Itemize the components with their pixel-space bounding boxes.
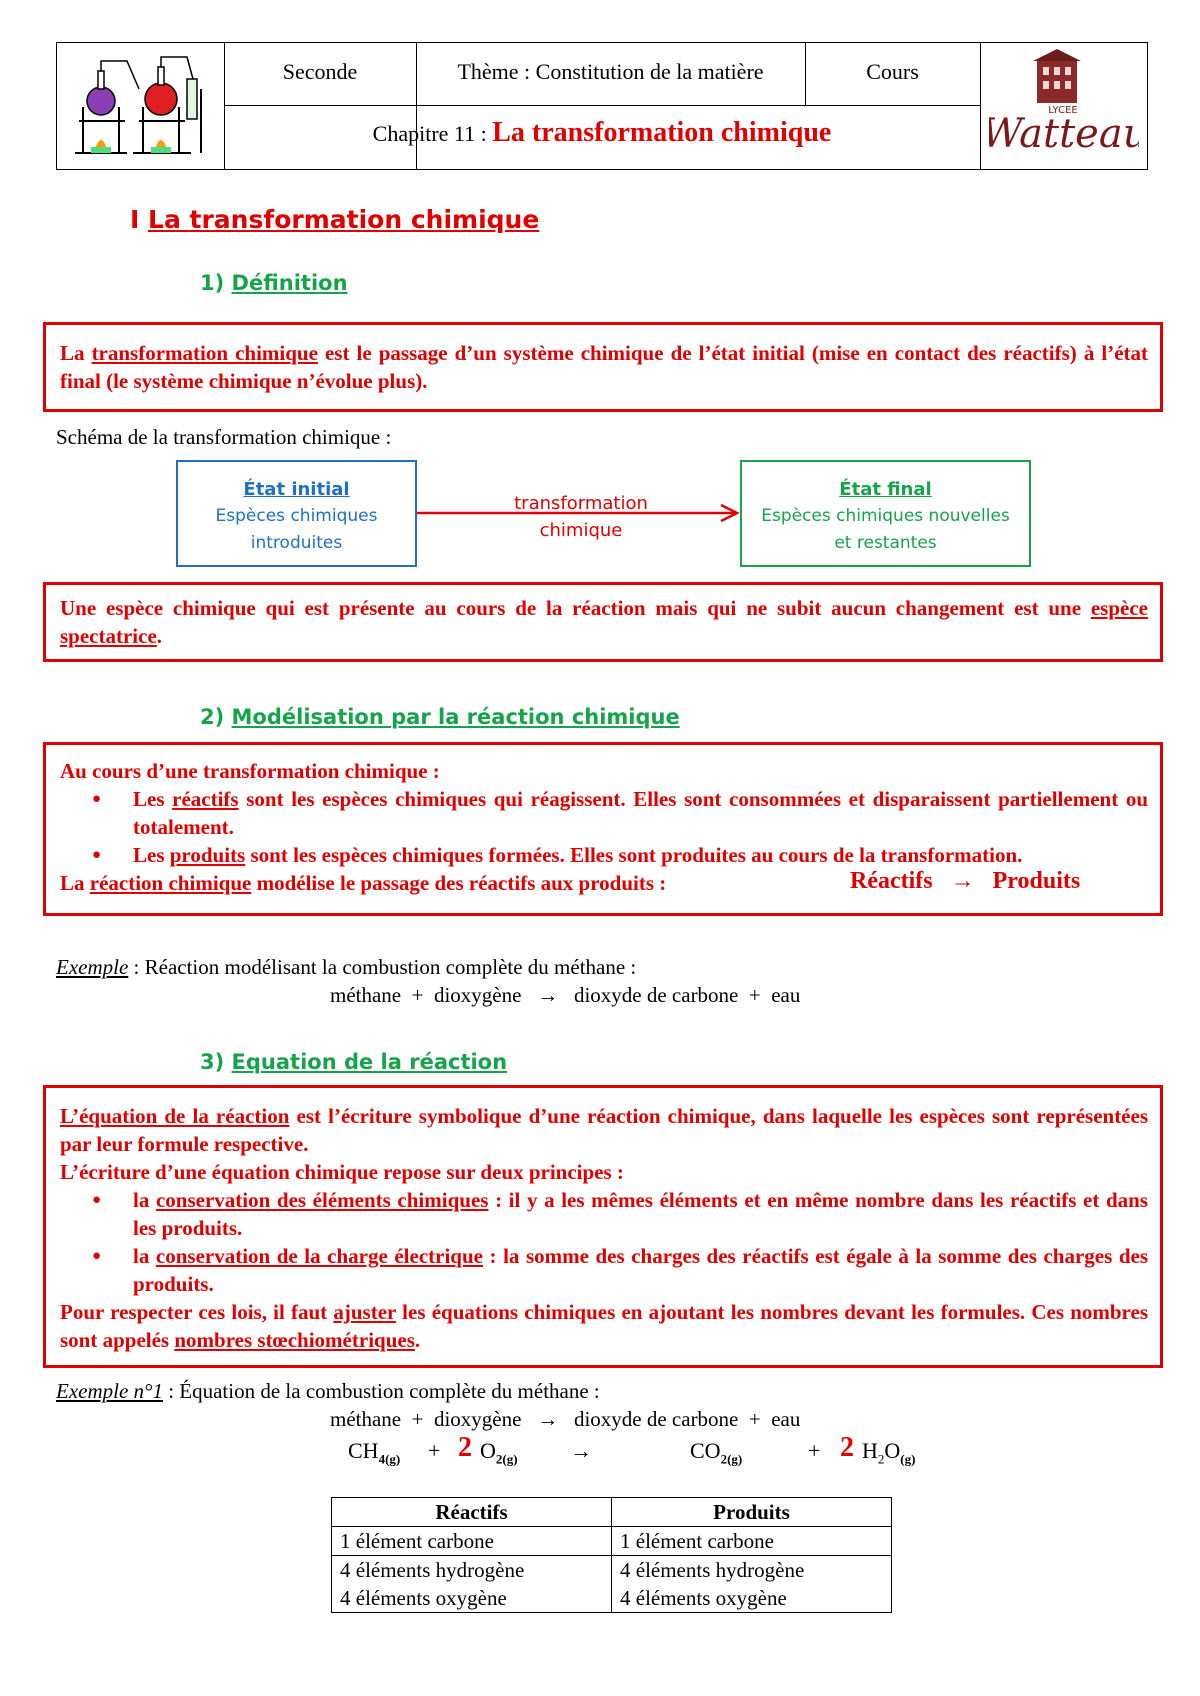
plus-1: +	[428, 1438, 441, 1463]
table-cell: 1 élément carbone	[332, 1527, 612, 1556]
state-final-box	[740, 460, 1031, 567]
spectator-text: Une espèce chimique qui est présente au cours de la réaction mais qui ne subit aucun changement est une espèce spectatrice.	[60, 596, 1148, 648]
reaction-scheme: Réactifs → Produits	[850, 868, 1081, 894]
coef-o2: 2	[458, 1432, 472, 1463]
list-item-conservation-charge: ● la conservation de la charge électrique : la somme des charges des réactifs est égale à la somme des charges des produits.	[60, 1242, 1148, 1298]
adjust-paragraph: Pour respecter ces lois, il faut ajuster les équations chimiques en ajoutant les nombres devant les formules. Ces nombres sont appelés nombres stœchiométriques.	[60, 1300, 1148, 1352]
table-row	[332, 1584, 892, 1613]
state-initial-title: État initial	[243, 479, 350, 500]
chapter-prefix: Chapitre 11 :	[372, 121, 493, 146]
formula-ch4: $CH_{4(g)}$	[348, 1438, 401, 1467]
state-initial-text: Espèces chimiques introduites	[215, 506, 378, 553]
equation-box	[43, 1085, 1163, 1368]
table-cell: 4 éléments oxygène	[332, 1584, 612, 1613]
subsection-3-title: 3) Equation de la réaction	[200, 1050, 508, 1074]
coef-h2o: 2	[840, 1432, 854, 1463]
header-theme: Thème : Constitution de la matière	[457, 59, 764, 84]
formula-o2: $O_{2(g)}$	[480, 1438, 518, 1467]
reaction-model-line: La réaction chimique modélise le passage des réactifs aux produits : Réactifs → Produits	[60, 868, 1081, 895]
example-1-line: Exemple : Réaction modélisant la combustion complète du méthane :	[56, 955, 637, 979]
plus-2: +	[808, 1438, 821, 1463]
table-cell: 4 éléments oxygène	[612, 1584, 892, 1613]
table-row	[332, 1527, 892, 1556]
state-final-title: État final	[839, 479, 932, 500]
principles-list	[60, 1186, 1148, 1298]
table-header-reactifs: Réactifs	[332, 1498, 612, 1527]
state-initial-box	[176, 460, 417, 567]
transformation-label: transformation chimique	[514, 493, 648, 541]
table-cell: 1 élément carbone	[612, 1527, 892, 1556]
schema-label: Schéma de la transformation chimique :	[56, 425, 392, 449]
chapter-heading	[224, 117, 980, 149]
list-item-produits: ● Les produits sont les espèces chimiques formées. Elles sont produites au cours de la transformation.	[60, 841, 1148, 869]
modelisation-box	[43, 742, 1163, 916]
table-cell: 4 éléments hydrogène	[612, 1556, 892, 1585]
balanced-equation	[0, 1432, 1200, 1472]
modelisation-list	[60, 785, 1148, 869]
table-row	[332, 1556, 892, 1585]
principles-intro: L’écriture d’une équation chimique repose sur deux principes :	[60, 1160, 624, 1184]
subsection-2-title: 2) Modélisation par la réaction chimique	[200, 705, 680, 729]
definition-text: La transformation chimique est le passage d’un système chimique de l’état initial (mise en contact des réactifs) à l’état final (le système chimique n’évolue plus).	[60, 341, 1148, 393]
spectator-box	[43, 582, 1163, 662]
chapter-title: La transformation chimique	[492, 117, 832, 148]
list-item-reactifs: ● Les réactifs sont les espèces chimiques qui réagissent. Elles sont consommées et disparaissent partiellement ou totalement.	[60, 785, 1148, 841]
element-table	[331, 1497, 892, 1613]
subsection-1-title: 1) Définition	[200, 271, 348, 295]
header-type: Cours	[866, 59, 919, 84]
formula-h2o: $H_2O_{(g)}$	[862, 1438, 916, 1467]
list-item-conservation-elements: ● la conservation des éléments chimiques : il y a les mêmes éléments et en même nombre dans les réactifs et dans les produits.	[60, 1186, 1148, 1242]
header-level: Seconde	[282, 59, 358, 84]
reaction-arrow: →	[570, 1438, 592, 1463]
header-table	[56, 42, 1148, 170]
svg-text:LYCEE: LYCEE	[1048, 105, 1078, 116]
formula-co2: $CO_{2(g)}$	[690, 1438, 743, 1467]
definition-box	[43, 322, 1163, 412]
section-1-title: I La transformation chimique	[130, 205, 540, 234]
example-1-equation: méthane + dioxygène → dioxyde de carbone + eau	[330, 983, 801, 1007]
example-2-words: méthane + dioxygène → dioxyde de carbone + eau	[330, 1407, 801, 1431]
school-logo	[989, 47, 1139, 165]
modelisation-intro: Au cours d’une transformation chimique :	[60, 759, 440, 783]
table-header-produits: Produits	[612, 1498, 892, 1527]
table-cell: 4 éléments hydrogène	[332, 1556, 612, 1585]
example-2-line: Exemple n°1 : Équation de la combustion complète du méthane :	[56, 1379, 600, 1403]
equation-definition: L’équation de la réaction est l’écriture symbolique d’une réaction chimique, dans laquelle les espèces sont représentées par leur formule respective.	[60, 1104, 1148, 1156]
lab-apparatus-illustration	[69, 49, 214, 161]
state-final-text: Espèces chimiques nouvelles et restantes	[761, 506, 1010, 553]
svg-text:Watteau: Wattea	[989, 111, 1123, 157]
